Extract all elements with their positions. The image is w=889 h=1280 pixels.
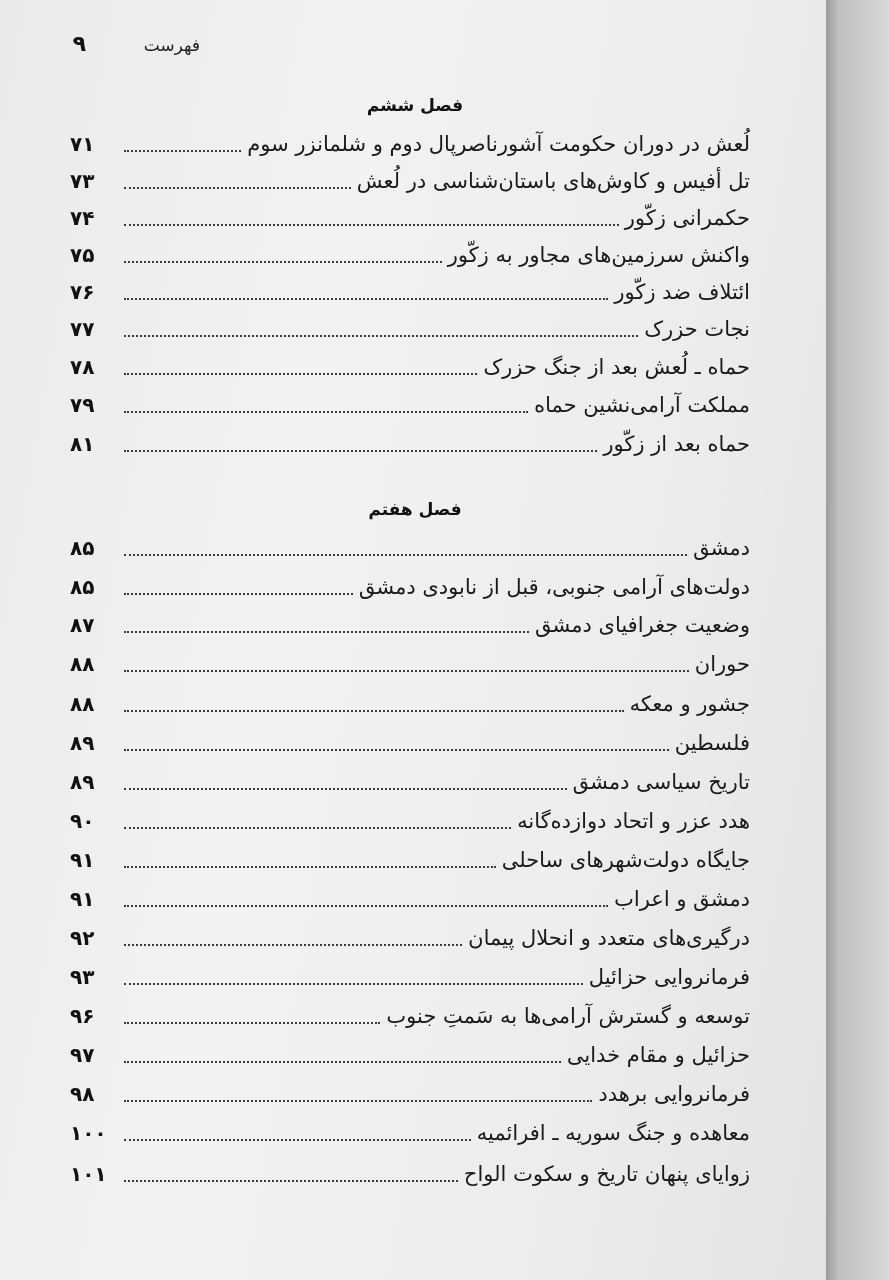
leader-dots xyxy=(124,748,669,751)
chapter-heading: فصل هفتم xyxy=(368,500,462,520)
toc-entry xyxy=(70,122,750,158)
entry-title: دمشق و اعراب xyxy=(614,887,750,911)
entry-title: تاریخ سیاسی دمشق xyxy=(572,770,750,794)
leader-dots xyxy=(124,787,567,790)
leader-dots xyxy=(124,372,477,375)
entry-page: ۸۱ xyxy=(70,432,95,456)
toc-entry xyxy=(70,799,750,835)
entry-page: ۹۰ xyxy=(70,809,95,833)
leader-dots xyxy=(124,826,511,829)
entry-title: جشور و معکه xyxy=(629,692,750,716)
entry-title: فلسطین xyxy=(674,731,750,755)
leader-dots xyxy=(124,1060,561,1063)
entry-page: ۸۵ xyxy=(70,575,95,599)
entry-page: ۸۵ xyxy=(70,536,95,560)
page-number: ۹ xyxy=(72,32,86,57)
toc-entry xyxy=(70,159,750,195)
toc-entry xyxy=(70,721,750,757)
entry-page: ۷۱ xyxy=(70,132,95,156)
entry-title: حکمرانی زکّور xyxy=(624,206,750,230)
entry-title: مملکت آرامی‌نشین حماه xyxy=(534,393,750,417)
entry-title: فرمانروایی برهدد xyxy=(598,1082,750,1106)
leader-dots xyxy=(124,1138,471,1141)
leader-dots xyxy=(124,149,241,152)
entry-title: لُعش در دوران حکومت آشورناصرپال دوم و شلمانزر سوم xyxy=(247,132,750,156)
entry-page: ۷۴ xyxy=(70,206,95,230)
toc-entry xyxy=(70,196,750,232)
toc-entry xyxy=(70,603,750,639)
entry-title: دمشق xyxy=(693,536,750,560)
running-title: فهرست xyxy=(143,36,200,56)
entry-title: معاهده و جنگ سوریه ـ افرائمیه xyxy=(476,1121,750,1145)
toc-entry xyxy=(70,682,750,718)
toc-entry xyxy=(70,233,750,269)
entry-title: حماه ـ لُعش بعد از جنگ حزرک xyxy=(483,355,750,379)
entry-title: ائتلاف ضد زکّور xyxy=(614,280,750,304)
entry-page: ۷۳ xyxy=(70,169,95,193)
leader-dots xyxy=(124,709,624,712)
toc-entry xyxy=(70,422,750,458)
entry-page: ۷۹ xyxy=(70,393,95,417)
leader-dots xyxy=(124,334,638,337)
leader-dots xyxy=(124,943,462,946)
entry-page: ۹۲ xyxy=(70,926,95,950)
entry-page: ۹۱ xyxy=(70,887,95,911)
leader-dots xyxy=(124,904,608,907)
entry-title: حوران xyxy=(694,652,750,676)
entry-title: جایگاه دولت‌شهرهای ساحلی xyxy=(501,848,750,872)
entry-title: هدد عزر و اتحاد دوازده‌گانه xyxy=(517,809,750,833)
entry-title: واکنش سرزمین‌های مجاور به زکّور xyxy=(447,243,750,267)
toc-entry xyxy=(70,383,750,419)
entry-page: ۸۹ xyxy=(70,731,95,755)
entry-page: ۷۶ xyxy=(70,280,95,304)
toc-entry xyxy=(70,838,750,874)
entry-page: ۹۷ xyxy=(70,1043,95,1067)
entry-page: ۱۰۰ xyxy=(70,1121,107,1145)
leader-dots xyxy=(124,982,583,985)
leader-dots xyxy=(124,410,528,413)
leader-dots xyxy=(124,630,529,633)
toc-entry xyxy=(70,1152,750,1188)
leader-dots xyxy=(124,297,608,300)
toc-entry xyxy=(70,760,750,796)
toc-entry xyxy=(70,1072,750,1108)
entry-page: ۷۷ xyxy=(70,317,95,341)
entry-title: فرمانروایی حزائیل xyxy=(588,965,750,989)
entry-page: ۸۷ xyxy=(70,613,95,637)
leader-dots xyxy=(124,186,351,189)
toc-entry xyxy=(70,994,750,1030)
toc-entry xyxy=(70,345,750,381)
leader-dots xyxy=(124,865,496,868)
book-page-edge xyxy=(826,0,889,1280)
toc-entry xyxy=(70,1033,750,1069)
leader-dots xyxy=(124,260,442,263)
toc-entry xyxy=(70,877,750,913)
leader-dots xyxy=(124,592,353,595)
toc-entry xyxy=(70,307,750,343)
leader-dots xyxy=(124,223,619,226)
entry-title: دولت‌های آرامی جنوبی، قبل از نابودی دمشق xyxy=(358,575,750,599)
toc-entry xyxy=(70,565,750,601)
leader-dots xyxy=(124,553,687,556)
leader-dots xyxy=(124,669,689,672)
leader-dots xyxy=(124,449,597,452)
entry-page: ۹۱ xyxy=(70,848,95,872)
entry-page: ۹۸ xyxy=(70,1082,95,1106)
entry-title: درگیری‌های متعدد و انحلال پیمان xyxy=(468,926,750,950)
page-header xyxy=(60,32,220,66)
toc-entry xyxy=(70,270,750,306)
entry-title: حماه بعد از زکّور xyxy=(603,432,750,456)
entry-title: تل أفیس و کاوش‌های باستان‌شناسی در لُعش xyxy=(356,169,750,193)
leader-dots xyxy=(124,1021,380,1024)
entry-page: ۷۵ xyxy=(70,243,95,267)
toc-entry xyxy=(70,642,750,678)
entry-page: ۹۶ xyxy=(70,1004,95,1028)
entry-page: ۸۹ xyxy=(70,770,95,794)
toc-entry xyxy=(70,916,750,952)
toc-entry xyxy=(70,955,750,991)
leader-dots xyxy=(124,1099,592,1102)
toc-entry xyxy=(70,526,750,562)
entry-page: ۱۰۱ xyxy=(70,1162,107,1186)
chapter-heading: فصل ششم xyxy=(366,96,464,116)
toc-entry xyxy=(70,1111,750,1147)
entry-page: ۹۳ xyxy=(70,965,95,989)
entry-page: ۸۸ xyxy=(70,652,95,676)
leader-dots xyxy=(124,1179,458,1182)
entry-title: وضعیت جغرافیای دمشق xyxy=(534,613,750,637)
entry-title: نجات حزرک xyxy=(644,317,750,341)
entry-page: ۷۸ xyxy=(70,355,95,379)
entry-title: زوایای پنهان تاریخ و سکوت الواح xyxy=(463,1162,750,1186)
entry-page: ۸۸ xyxy=(70,692,95,716)
entry-title: حزائیل و مقام خدایی xyxy=(566,1043,750,1067)
entry-title: توسعه و گسترش آرامی‌ها به سَمتِ جنوب xyxy=(386,1004,750,1028)
